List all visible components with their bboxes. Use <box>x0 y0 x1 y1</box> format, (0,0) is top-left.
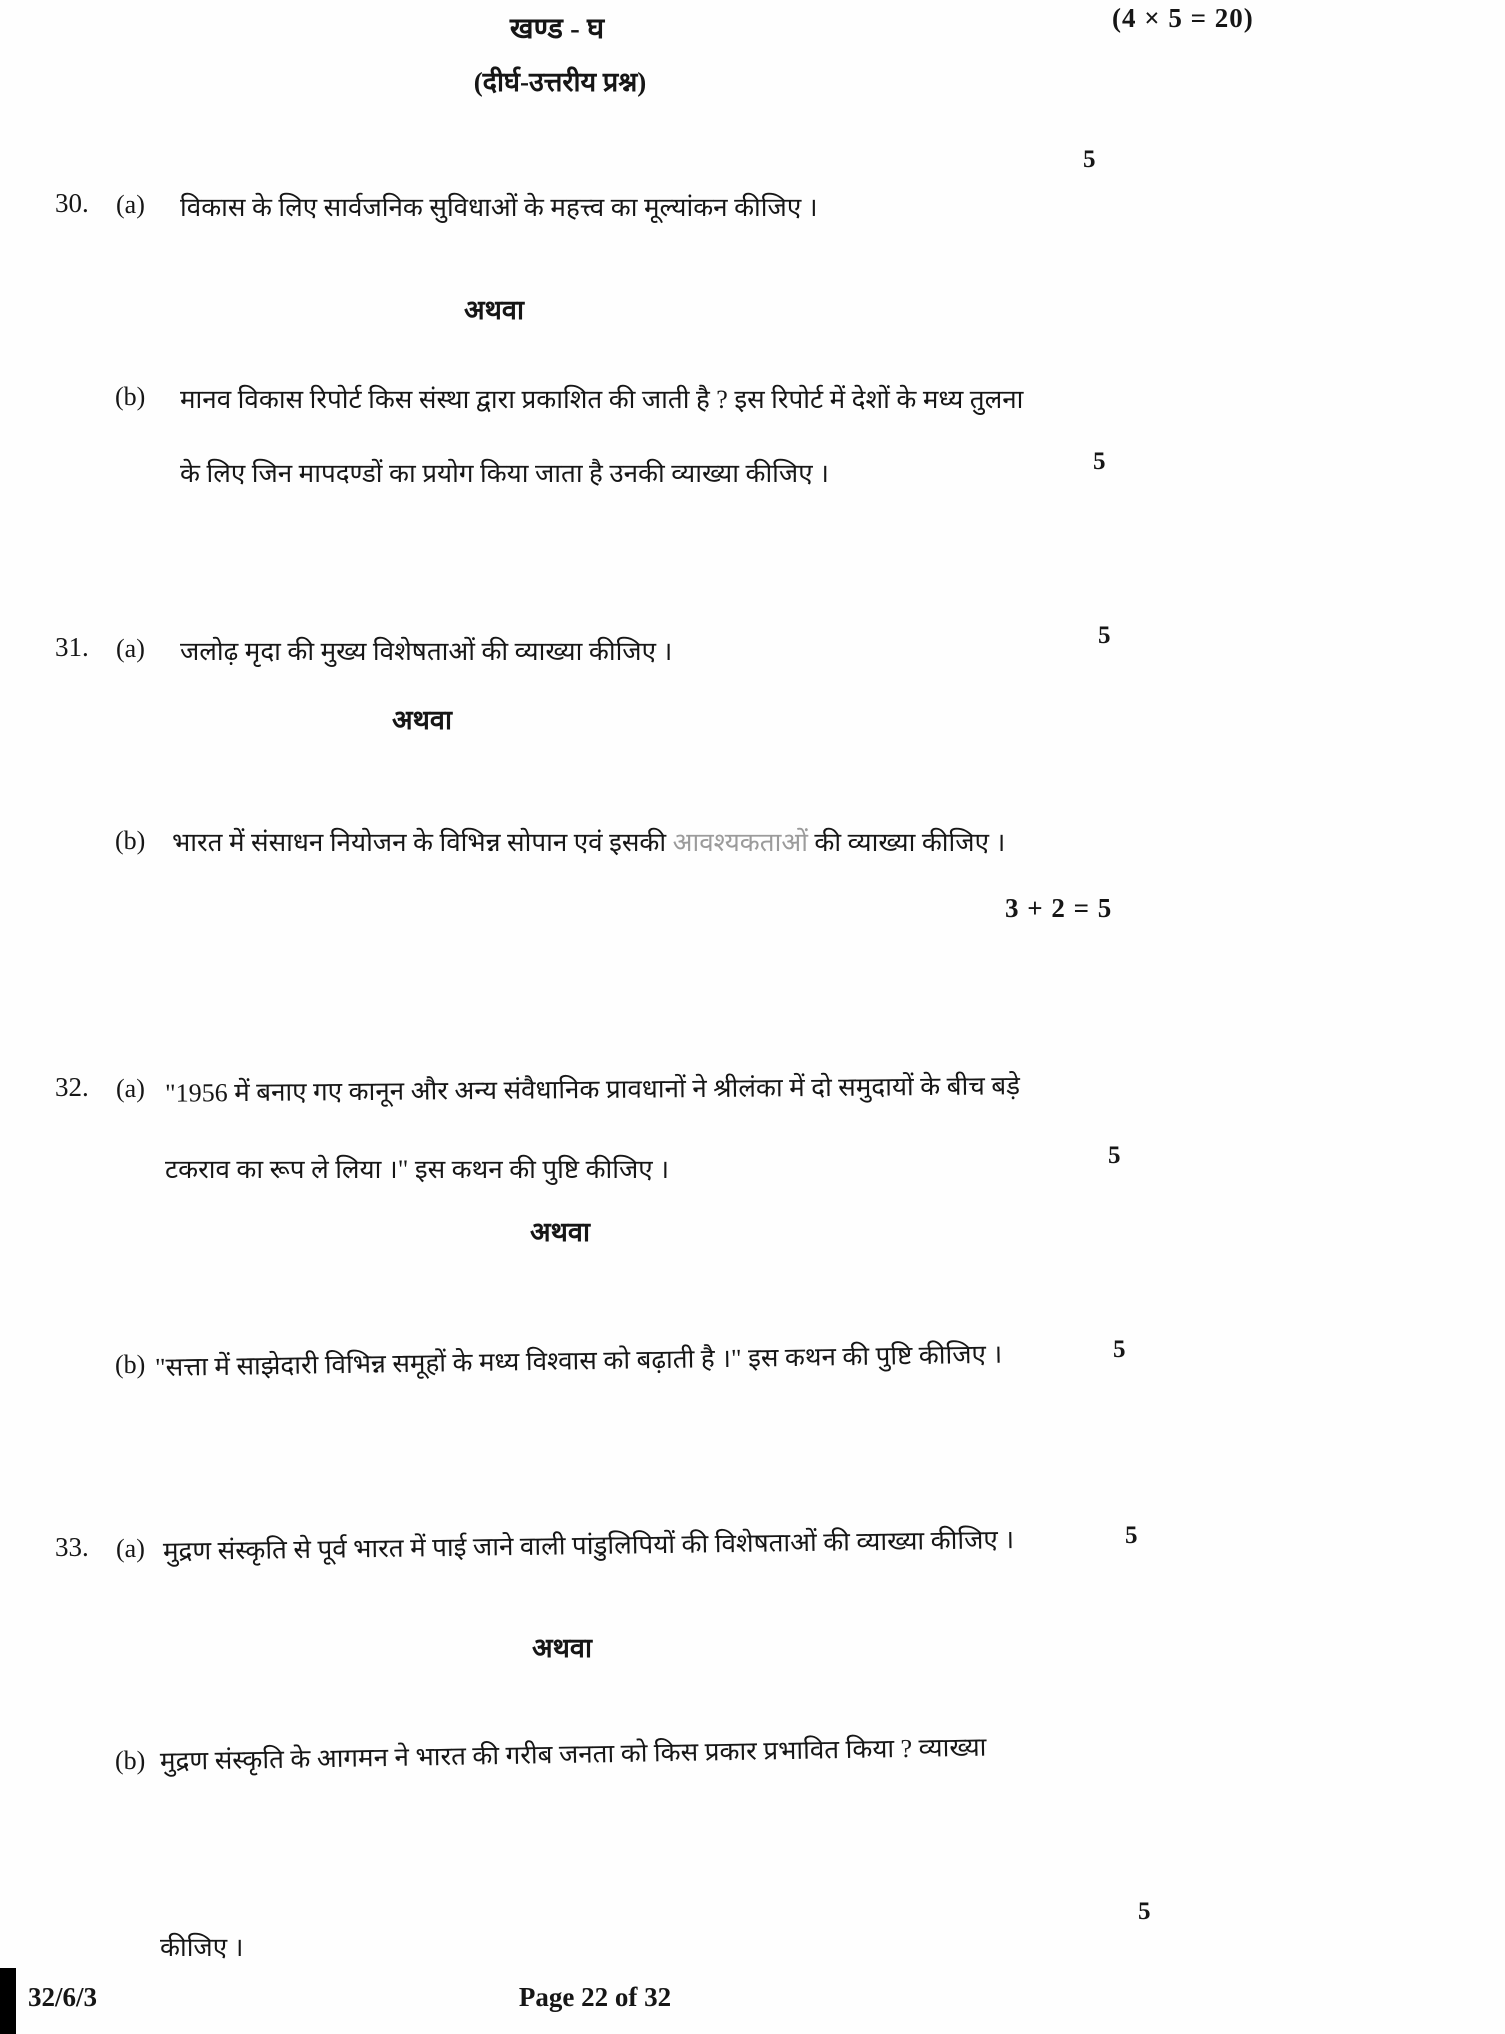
section-subtitle: (दीर्घ-उत्तरीय प्रश्न) <box>473 67 647 97</box>
or-separator: अथवा <box>532 1633 592 1663</box>
part-label: (a) <box>116 1074 145 1103</box>
marks-value: 5 <box>1138 1898 1151 1925</box>
marks-breakdown: 3 + 2 = 5 <box>1005 893 1113 923</box>
marks-value: 5 <box>1113 1336 1126 1363</box>
or-separator: अथवा <box>530 1217 590 1247</box>
marks-value: 5 <box>1083 146 1096 173</box>
question-text: टकराव का रूप ले लिया ।" इस कथन की पुष्टि कीजिए । <box>165 1155 670 1184</box>
question-text: मुद्रण संस्कृति के आगमन ने भारत की गरीब जनता को किस प्रकार प्रभावित किया ? व्याख्या <box>159 1732 987 1776</box>
part-label: (a) <box>116 1534 145 1563</box>
question-text <box>172 823 1005 859</box>
question-text: मुद्रण संस्कृति से पूर्व भारत में पाई जाने वाली पांडुलिपियों की विशेषताओं की व्याख्या कीजिए । <box>162 1525 1015 1566</box>
marks-value: 5 <box>1098 622 1111 649</box>
part-label: (b) <box>115 382 146 411</box>
part-label: (b) <box>115 1746 146 1775</box>
question-number: 31. <box>55 632 89 662</box>
marks-value: 5 <box>1125 1522 1138 1549</box>
question-text: जलोढ़ मृदा की मुख्य विशेषताओं की व्याख्या कीजिए । <box>180 637 673 666</box>
part-label: (b) <box>115 826 146 855</box>
section-title: खण्ड - घ <box>509 13 605 45</box>
marks-value: 5 <box>1108 1142 1121 1169</box>
part-label: (a) <box>116 634 145 663</box>
question-text: "सत्ता में साझेदारी विभिन्न समूहों के मध्य विश्वास को बढ़ाती है ।" इस कथन की पुष्टि कीजिए । <box>154 1339 1003 1382</box>
question-text-segment: की व्याख्या कीजिए । <box>807 828 1006 857</box>
question-text: "1956 में बनाए गए कानून और अन्य संवैधानिक प्रावधानों ने श्रीलंका में दो समुदायों के बीच बड़े <box>164 1071 1021 1108</box>
scan-edge-bar <box>0 1968 16 2034</box>
question-text-faded-word: आवश्यकताओं <box>672 828 808 857</box>
question-number: 30. <box>55 188 89 218</box>
question-text-segment: भारत में संसाधन नियोजन के विभिन्न सोपान एवं इसकी <box>172 828 673 857</box>
or-separator: अथवा <box>392 705 452 735</box>
or-separator: अथवा <box>464 295 524 325</box>
section-total-marks: (4 × 5 = 20) <box>1112 3 1254 33</box>
marks-value: 5 <box>1093 448 1106 475</box>
question-text: के लिए जिन मापदण्डों का प्रयोग किया जाता है उनकी व्याख्या कीजिए । <box>180 459 829 488</box>
question-number: 32. <box>55 1072 89 1102</box>
paper-code: 32/6/3 <box>28 1982 98 2012</box>
part-label: (a) <box>116 190 145 219</box>
question-number: 33. <box>55 1532 89 1562</box>
part-label: (b) <box>115 1350 146 1379</box>
question-text: विकास के लिए सार्वजनिक सुविधाओं के महत्त्व का मूल्यांकन कीजिए । <box>180 193 818 222</box>
question-text: कीजिए । <box>160 1933 244 1962</box>
question-text: मानव विकास रिपोर्ट किस संस्था द्वारा प्रकाशित की जाती है ? इस रिपोर्ट में देशों के मध्य तुलना <box>180 385 1024 414</box>
page-number-label: Page 22 of 32 <box>518 1982 672 2012</box>
